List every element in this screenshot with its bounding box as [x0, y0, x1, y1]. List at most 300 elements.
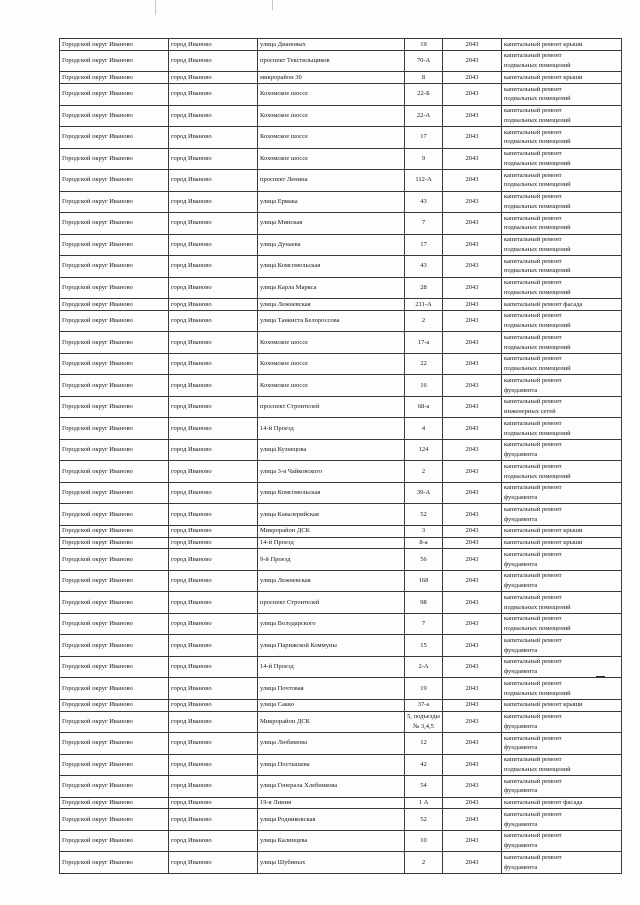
cell-year: 2043	[443, 439, 502, 461]
table-row	[60, 852, 622, 874]
cell-district: Городской округ Иваново	[60, 656, 169, 678]
cell-street: улица Лежневская	[258, 570, 405, 592]
cell-street: 14-й Проезд	[258, 418, 405, 440]
cell-work-type	[502, 234, 622, 256]
cell-street: Кохомское шоссе	[258, 84, 405, 106]
cell-work-type	[502, 461, 622, 483]
cell-year: 2043	[443, 353, 502, 375]
cell-work-type	[502, 549, 622, 571]
cell-year: 2043	[443, 830, 502, 852]
work-type-text: капитальный ремонт фундамента	[504, 734, 562, 752]
cell-year: 2043	[443, 570, 502, 592]
cell-work-type	[502, 277, 622, 299]
table-row	[60, 549, 622, 571]
cell-year: 2043	[443, 635, 502, 657]
cell-year: 2043	[443, 678, 502, 700]
cell-house-number: 7	[405, 613, 443, 635]
cell-work-type	[502, 635, 622, 657]
cell-district: Городской округ Иваново	[60, 809, 169, 831]
cell-district: Городской округ Иваново	[60, 537, 169, 549]
cell-year: 2043	[443, 375, 502, 397]
work-type-text: капитальный ремонт подвальных помещений	[504, 419, 571, 437]
cell-work-type	[502, 148, 622, 170]
cell-street: 19-я Линия	[258, 797, 405, 809]
cell-work-type	[502, 170, 622, 192]
cell-district: Городской округ Иваново	[60, 439, 169, 461]
cell-work-type	[502, 256, 622, 278]
work-type-text: капитальный ремонт подвальных помещений	[504, 333, 571, 351]
cell-work-type	[502, 375, 622, 397]
cell-house-number: 16	[405, 375, 443, 397]
work-type-text: капитальный ремонт фундамента	[504, 853, 562, 871]
cell-year: 2043	[443, 277, 502, 299]
cell-work-type	[502, 213, 622, 235]
cell-work-type	[502, 656, 622, 678]
scan-fold-line	[272, 0, 273, 10]
work-type-text: капитальный ремонт инженерных сетей	[504, 398, 562, 415]
cell-street: улица Лежневская	[258, 299, 405, 311]
cell-street: улица Володарского	[258, 613, 405, 635]
table-row	[60, 776, 622, 798]
cell-house-number: 5, подъезды № 3,4,5	[405, 711, 443, 733]
cell-street: улица Карла Маркса	[258, 277, 405, 299]
cell-district: Городской округ Иваново	[60, 699, 169, 711]
cell-house-number: 124	[405, 439, 443, 461]
table-row	[60, 213, 622, 235]
table-row	[60, 613, 622, 635]
table-row	[60, 699, 622, 711]
table-row	[60, 754, 622, 776]
cell-city: город Иваново	[169, 353, 258, 375]
cell-city: город Иваново	[169, 39, 258, 51]
cell-street: улица Генерала Хлебникова	[258, 776, 405, 798]
work-type-text: капитальный ремонт фундамента	[504, 832, 562, 849]
cell-street: проспект Текстильщиков	[258, 50, 405, 72]
cell-work-type	[502, 537, 622, 549]
cell-year: 2043	[443, 733, 502, 755]
cell-house-number: 112-А	[405, 170, 443, 192]
cell-house-number: 19	[405, 678, 443, 700]
cell-district: Городской округ Иваново	[60, 353, 169, 375]
cell-house-number: 52	[405, 809, 443, 831]
work-type-text: капитальный ремонт подвальных помещений	[504, 171, 571, 189]
cell-city: город Иваново	[169, 127, 258, 149]
cell-year: 2043	[443, 809, 502, 831]
cell-city: город Иваново	[169, 852, 258, 874]
cell-district: Городской округ Иваново	[60, 830, 169, 852]
cell-district: Городской округ Иваново	[60, 84, 169, 106]
cell-street: 14-й Проезд	[258, 656, 405, 678]
work-type-text: капитальный ремонт фундамента	[504, 505, 562, 523]
cell-year: 2043	[443, 213, 502, 235]
cell-street: Кохомское шоссе	[258, 127, 405, 149]
cell-city: город Иваново	[169, 537, 258, 549]
table-row	[60, 537, 622, 549]
work-type-text: капитальный ремонт фундамента	[504, 777, 562, 795]
cell-year: 2043	[443, 148, 502, 170]
cell-city: город Иваново	[169, 592, 258, 614]
cell-district: Городской округ Иваново	[60, 396, 169, 418]
cell-year: 2043	[443, 504, 502, 526]
cell-house-number: 10	[405, 830, 443, 852]
cell-house-number: 4	[405, 418, 443, 440]
cell-work-type	[502, 332, 622, 354]
work-type-text: капитальный ремонт крыши	[504, 73, 583, 81]
cell-house-number: 22-Б	[405, 84, 443, 106]
cell-street: улица Шубиных	[258, 852, 405, 874]
cell-city: город Иваново	[169, 84, 258, 106]
cell-city: город Иваново	[169, 418, 258, 440]
cell-district: Городской округ Иваново	[60, 711, 169, 733]
cell-street: Кохомское шоссе	[258, 148, 405, 170]
work-type-text: капитальный ремонт подвальных помещений	[504, 150, 571, 167]
cell-year: 2043	[443, 299, 502, 311]
capital-repair-schedule-table	[59, 38, 622, 874]
work-type-text: капитальный ремонт крыши	[504, 40, 583, 48]
cell-house-number: 98	[405, 592, 443, 614]
work-type-text: капитальный ремонт подвальных помещений	[504, 193, 571, 210]
cell-street: проспект Строителей	[258, 592, 405, 614]
cell-district: Городской округ Иваново	[60, 277, 169, 299]
table-row	[60, 711, 622, 733]
cell-street: проспект Ленина	[258, 170, 405, 192]
cell-street: улица Танкиста Белороссова	[258, 310, 405, 332]
cell-year: 2043	[443, 170, 502, 192]
cell-city: город Иваново	[169, 613, 258, 635]
cell-city: город Иваново	[169, 525, 258, 537]
cell-district: Городской округ Иваново	[60, 332, 169, 354]
cell-work-type	[502, 191, 622, 213]
cell-house-number: 28	[405, 277, 443, 299]
cell-district: Городской округ Иваново	[60, 39, 169, 51]
cell-year: 2043	[443, 332, 502, 354]
cell-city: город Иваново	[169, 549, 258, 571]
cell-district: Городской округ Иваново	[60, 234, 169, 256]
cell-work-type	[502, 613, 622, 635]
cell-work-type	[502, 127, 622, 149]
cell-work-type	[502, 50, 622, 72]
cell-city: город Иваново	[169, 50, 258, 72]
work-type-text: капитальный ремонт фундамента	[504, 484, 562, 501]
cell-district: Городской округ Иваново	[60, 754, 169, 776]
table-row	[60, 396, 622, 418]
table-row	[60, 170, 622, 192]
cell-city: город Иваново	[169, 256, 258, 278]
cell-house-number: 17	[405, 234, 443, 256]
cell-year: 2043	[443, 656, 502, 678]
cell-district: Городской округ Иваново	[60, 570, 169, 592]
table-row	[60, 39, 622, 51]
cell-year: 2043	[443, 852, 502, 874]
cell-work-type	[502, 797, 622, 809]
cell-year: 2043	[443, 482, 502, 504]
cell-city: город Иваново	[169, 699, 258, 711]
cell-district: Городской округ Иваново	[60, 375, 169, 397]
work-type-text: капитальный ремонт подвальных помещений	[504, 756, 571, 773]
cell-year: 2043	[443, 256, 502, 278]
work-type-text: капитальный ремонт подвальных помещений	[504, 279, 571, 296]
cell-year: 2043	[443, 613, 502, 635]
cell-district: Городской округ Иваново	[60, 733, 169, 755]
work-type-text: капитальный ремонт подвальных помещений	[504, 462, 571, 480]
table-row	[60, 797, 622, 809]
cell-year: 2043	[443, 754, 502, 776]
cell-year: 2043	[443, 711, 502, 733]
cell-district: Городской округ Иваново	[60, 797, 169, 809]
work-type-text: капитальный ремонт фундамента	[504, 658, 562, 675]
cell-work-type	[502, 711, 622, 733]
work-type-text: капитальный ремонт фундамента	[504, 713, 562, 730]
table-row	[60, 191, 622, 213]
table-row	[60, 830, 622, 852]
cell-house-number: 211-А	[405, 299, 443, 311]
cell-city: город Иваново	[169, 656, 258, 678]
cell-district: Городской округ Иваново	[60, 191, 169, 213]
cell-district: Городской округ Иваново	[60, 148, 169, 170]
cell-work-type	[502, 72, 622, 84]
cell-district: Городской округ Иваново	[60, 105, 169, 127]
cell-street: Кохомское шоссе	[258, 332, 405, 354]
cell-street: микрорайон 30	[258, 72, 405, 84]
cell-house-number: 54	[405, 776, 443, 798]
cell-year: 2043	[443, 699, 502, 711]
table-row	[60, 525, 622, 537]
cell-year: 2043	[443, 50, 502, 72]
cell-city: город Иваново	[169, 72, 258, 84]
cell-street: улица Калинцева	[258, 830, 405, 852]
work-type-text: капитальный ремонт подвальных помещений	[504, 85, 571, 103]
table-row	[60, 105, 622, 127]
cell-work-type	[502, 525, 622, 537]
cell-house-number: 8-а	[405, 537, 443, 549]
cell-district: Городской округ Иваново	[60, 549, 169, 571]
cell-district: Городской округ Иваново	[60, 72, 169, 84]
cell-district: Городской округ Иваново	[60, 776, 169, 798]
cell-house-number: 15	[405, 635, 443, 657]
cell-work-type	[502, 39, 622, 51]
cell-city: город Иваново	[169, 809, 258, 831]
cell-city: город Иваново	[169, 310, 258, 332]
cell-street: улица Комсомольская	[258, 256, 405, 278]
work-type-text: капитальный ремонт подвальных помещений	[504, 236, 571, 253]
cell-house-number: 37-а	[405, 699, 443, 711]
cell-house-number: 9	[405, 148, 443, 170]
table-row	[60, 299, 622, 311]
cell-year: 2043	[443, 396, 502, 418]
cell-district: Городской округ Иваново	[60, 461, 169, 483]
work-type-text: капитальный ремонт подвальных помещений	[504, 355, 571, 372]
work-type-text: капитальный ремонт фундамента	[504, 636, 562, 654]
table-row	[60, 234, 622, 256]
cell-city: город Иваново	[169, 754, 258, 776]
work-type-text: капитальный ремонт крыши	[504, 539, 583, 546]
cell-district: Городской округ Иваново	[60, 310, 169, 332]
cell-street: улица Дунаева	[258, 234, 405, 256]
cell-work-type	[502, 504, 622, 526]
cell-house-number: 8	[405, 72, 443, 84]
work-type-text: капитальный ремонт подвальных помещений	[504, 593, 571, 611]
cell-year: 2043	[443, 525, 502, 537]
cell-house-number: 2	[405, 852, 443, 874]
cell-street: улица 3-я Чайковского	[258, 461, 405, 483]
cell-year: 2043	[443, 84, 502, 106]
cell-city: город Иваново	[169, 830, 258, 852]
cell-district: Городской округ Иваново	[60, 613, 169, 635]
work-type-text: капитальный ремонт подвальных помещений	[504, 312, 571, 329]
cell-work-type	[502, 105, 622, 127]
work-type-text: капитальный ремонт фундамента	[504, 810, 562, 828]
table-row	[60, 439, 622, 461]
cell-district: Городской округ Иваново	[60, 525, 169, 537]
cell-work-type	[502, 830, 622, 852]
cell-work-type	[502, 733, 622, 755]
cell-street: улица Почтовая	[258, 678, 405, 700]
table-row	[60, 72, 622, 84]
cell-house-number: 7	[405, 213, 443, 235]
cell-street: Кохомское шоссе	[258, 353, 405, 375]
cell-year: 2043	[443, 461, 502, 483]
cell-city: город Иваново	[169, 678, 258, 700]
cell-city: город Иваново	[169, 570, 258, 592]
cell-street: улица Ермака	[258, 191, 405, 213]
cell-district: Городской округ Иваново	[60, 852, 169, 874]
table-row	[60, 375, 622, 397]
cell-street: Микрорайон ДСК	[258, 525, 405, 537]
work-type-text: капитальный ремонт крыши	[504, 527, 583, 535]
cell-city: город Иваново	[169, 776, 258, 798]
cell-street: 14-й Проезд	[258, 537, 405, 549]
cell-house-number: 2-А	[405, 656, 443, 678]
cell-district: Городской округ Иваново	[60, 256, 169, 278]
table-row	[60, 482, 622, 504]
cell-house-number: 70-А	[405, 50, 443, 72]
work-type-text: капитальный ремонт фундамента	[504, 441, 562, 458]
cell-district: Городской округ Иваново	[60, 170, 169, 192]
cell-work-type	[502, 353, 622, 375]
cell-house-number: 17-а	[405, 332, 443, 354]
table-row	[60, 353, 622, 375]
cell-district: Городской округ Иваново	[60, 504, 169, 526]
table-row	[60, 461, 622, 483]
cell-city: город Иваново	[169, 299, 258, 311]
cell-district: Городской округ Иваново	[60, 213, 169, 235]
cell-city: город Иваново	[169, 711, 258, 733]
cell-street: улица Комсомольская	[258, 482, 405, 504]
cell-work-type	[502, 299, 622, 311]
cell-work-type	[502, 809, 622, 831]
cell-work-type	[502, 310, 622, 332]
work-type-text: капитальный ремонт крыши	[504, 701, 583, 709]
work-type-text: капитальный ремонт фасада	[504, 300, 583, 308]
cell-street: 9-й Проезд	[258, 549, 405, 571]
table-row	[60, 332, 622, 354]
cell-district: Городской округ Иваново	[60, 592, 169, 614]
table-row	[60, 809, 622, 831]
cell-year: 2043	[443, 592, 502, 614]
work-type-text: капитальный ремонт подвальных помещений	[504, 615, 571, 632]
cell-street: Микрорайон ДСК	[258, 711, 405, 733]
cell-house-number: 68-а	[405, 396, 443, 418]
cell-street: улица Кузнецова	[258, 439, 405, 461]
cell-work-type	[502, 592, 622, 614]
cell-house-number: 42	[405, 754, 443, 776]
cell-city: город Иваново	[169, 170, 258, 192]
cell-year: 2043	[443, 549, 502, 571]
work-type-text: капитальный ремонт подвальных помещений	[504, 52, 571, 69]
cell-house-number: 17	[405, 127, 443, 149]
cell-city: город Иваново	[169, 797, 258, 809]
cell-house-number: 2	[405, 310, 443, 332]
work-type-text: капитальный ремонт подвальных помещений	[504, 107, 571, 124]
cell-street: улица Постышева	[258, 754, 405, 776]
cell-house-number: 22-А	[405, 105, 443, 127]
cell-work-type	[502, 678, 622, 700]
cell-district: Городской округ Иваново	[60, 299, 169, 311]
cell-house-number: 3	[405, 525, 443, 537]
cell-district: Городской округ Иваново	[60, 50, 169, 72]
table-row	[60, 50, 622, 72]
table-row	[60, 678, 622, 700]
cell-house-number: 56	[405, 549, 443, 571]
table-body	[60, 39, 622, 874]
cell-city: город Иваново	[169, 191, 258, 213]
cell-house-number: 1 А	[405, 797, 443, 809]
cell-district: Городской округ Иваново	[60, 127, 169, 149]
cell-street: улица Парижской Коммуны	[258, 635, 405, 657]
cell-city: город Иваново	[169, 733, 258, 755]
cell-city: город Иваново	[169, 213, 258, 235]
cell-district: Городской округ Иваново	[60, 678, 169, 700]
cell-district: Городской округ Иваново	[60, 482, 169, 504]
work-type-text: капитальный ремонт подвальных помещений	[504, 679, 571, 697]
cell-street: Кохомское шоссе	[258, 105, 405, 127]
cell-work-type	[502, 699, 622, 711]
cell-year: 2043	[443, 418, 502, 440]
cell-city: город Иваново	[169, 332, 258, 354]
cell-city: город Иваново	[169, 375, 258, 397]
cell-house-number: 52	[405, 504, 443, 526]
cell-year: 2043	[443, 39, 502, 51]
cell-work-type	[502, 84, 622, 106]
work-type-text: капитальный ремонт фасада	[504, 799, 583, 806]
cell-work-type	[502, 852, 622, 874]
cell-year: 2043	[443, 537, 502, 549]
table-row	[60, 504, 622, 526]
cell-work-type	[502, 396, 622, 418]
scan-fold-line	[155, 0, 156, 15]
cell-city: город Иваново	[169, 396, 258, 418]
cell-year: 2043	[443, 72, 502, 84]
cell-city: город Иваново	[169, 504, 258, 526]
cell-city: город Иваново	[169, 439, 258, 461]
cell-street: Кохомское шоссе	[258, 375, 405, 397]
cell-year: 2043	[443, 105, 502, 127]
cell-city: город Иваново	[169, 105, 258, 127]
table-row	[60, 148, 622, 170]
work-type-text: капитальный ремонт подвальных помещений	[504, 257, 571, 275]
cell-work-type	[502, 482, 622, 504]
table-row	[60, 277, 622, 299]
cell-year: 2043	[443, 776, 502, 798]
cell-house-number: 43	[405, 256, 443, 278]
work-type-text: капитальный ремонт фундамента	[504, 572, 562, 589]
cell-year: 2043	[443, 310, 502, 332]
cell-street: улица Кавалерийская	[258, 504, 405, 526]
cell-street: улица Сакко	[258, 699, 405, 711]
cell-house-number: 22	[405, 353, 443, 375]
cell-city: город Иваново	[169, 635, 258, 657]
cell-house-number: 12	[405, 733, 443, 755]
